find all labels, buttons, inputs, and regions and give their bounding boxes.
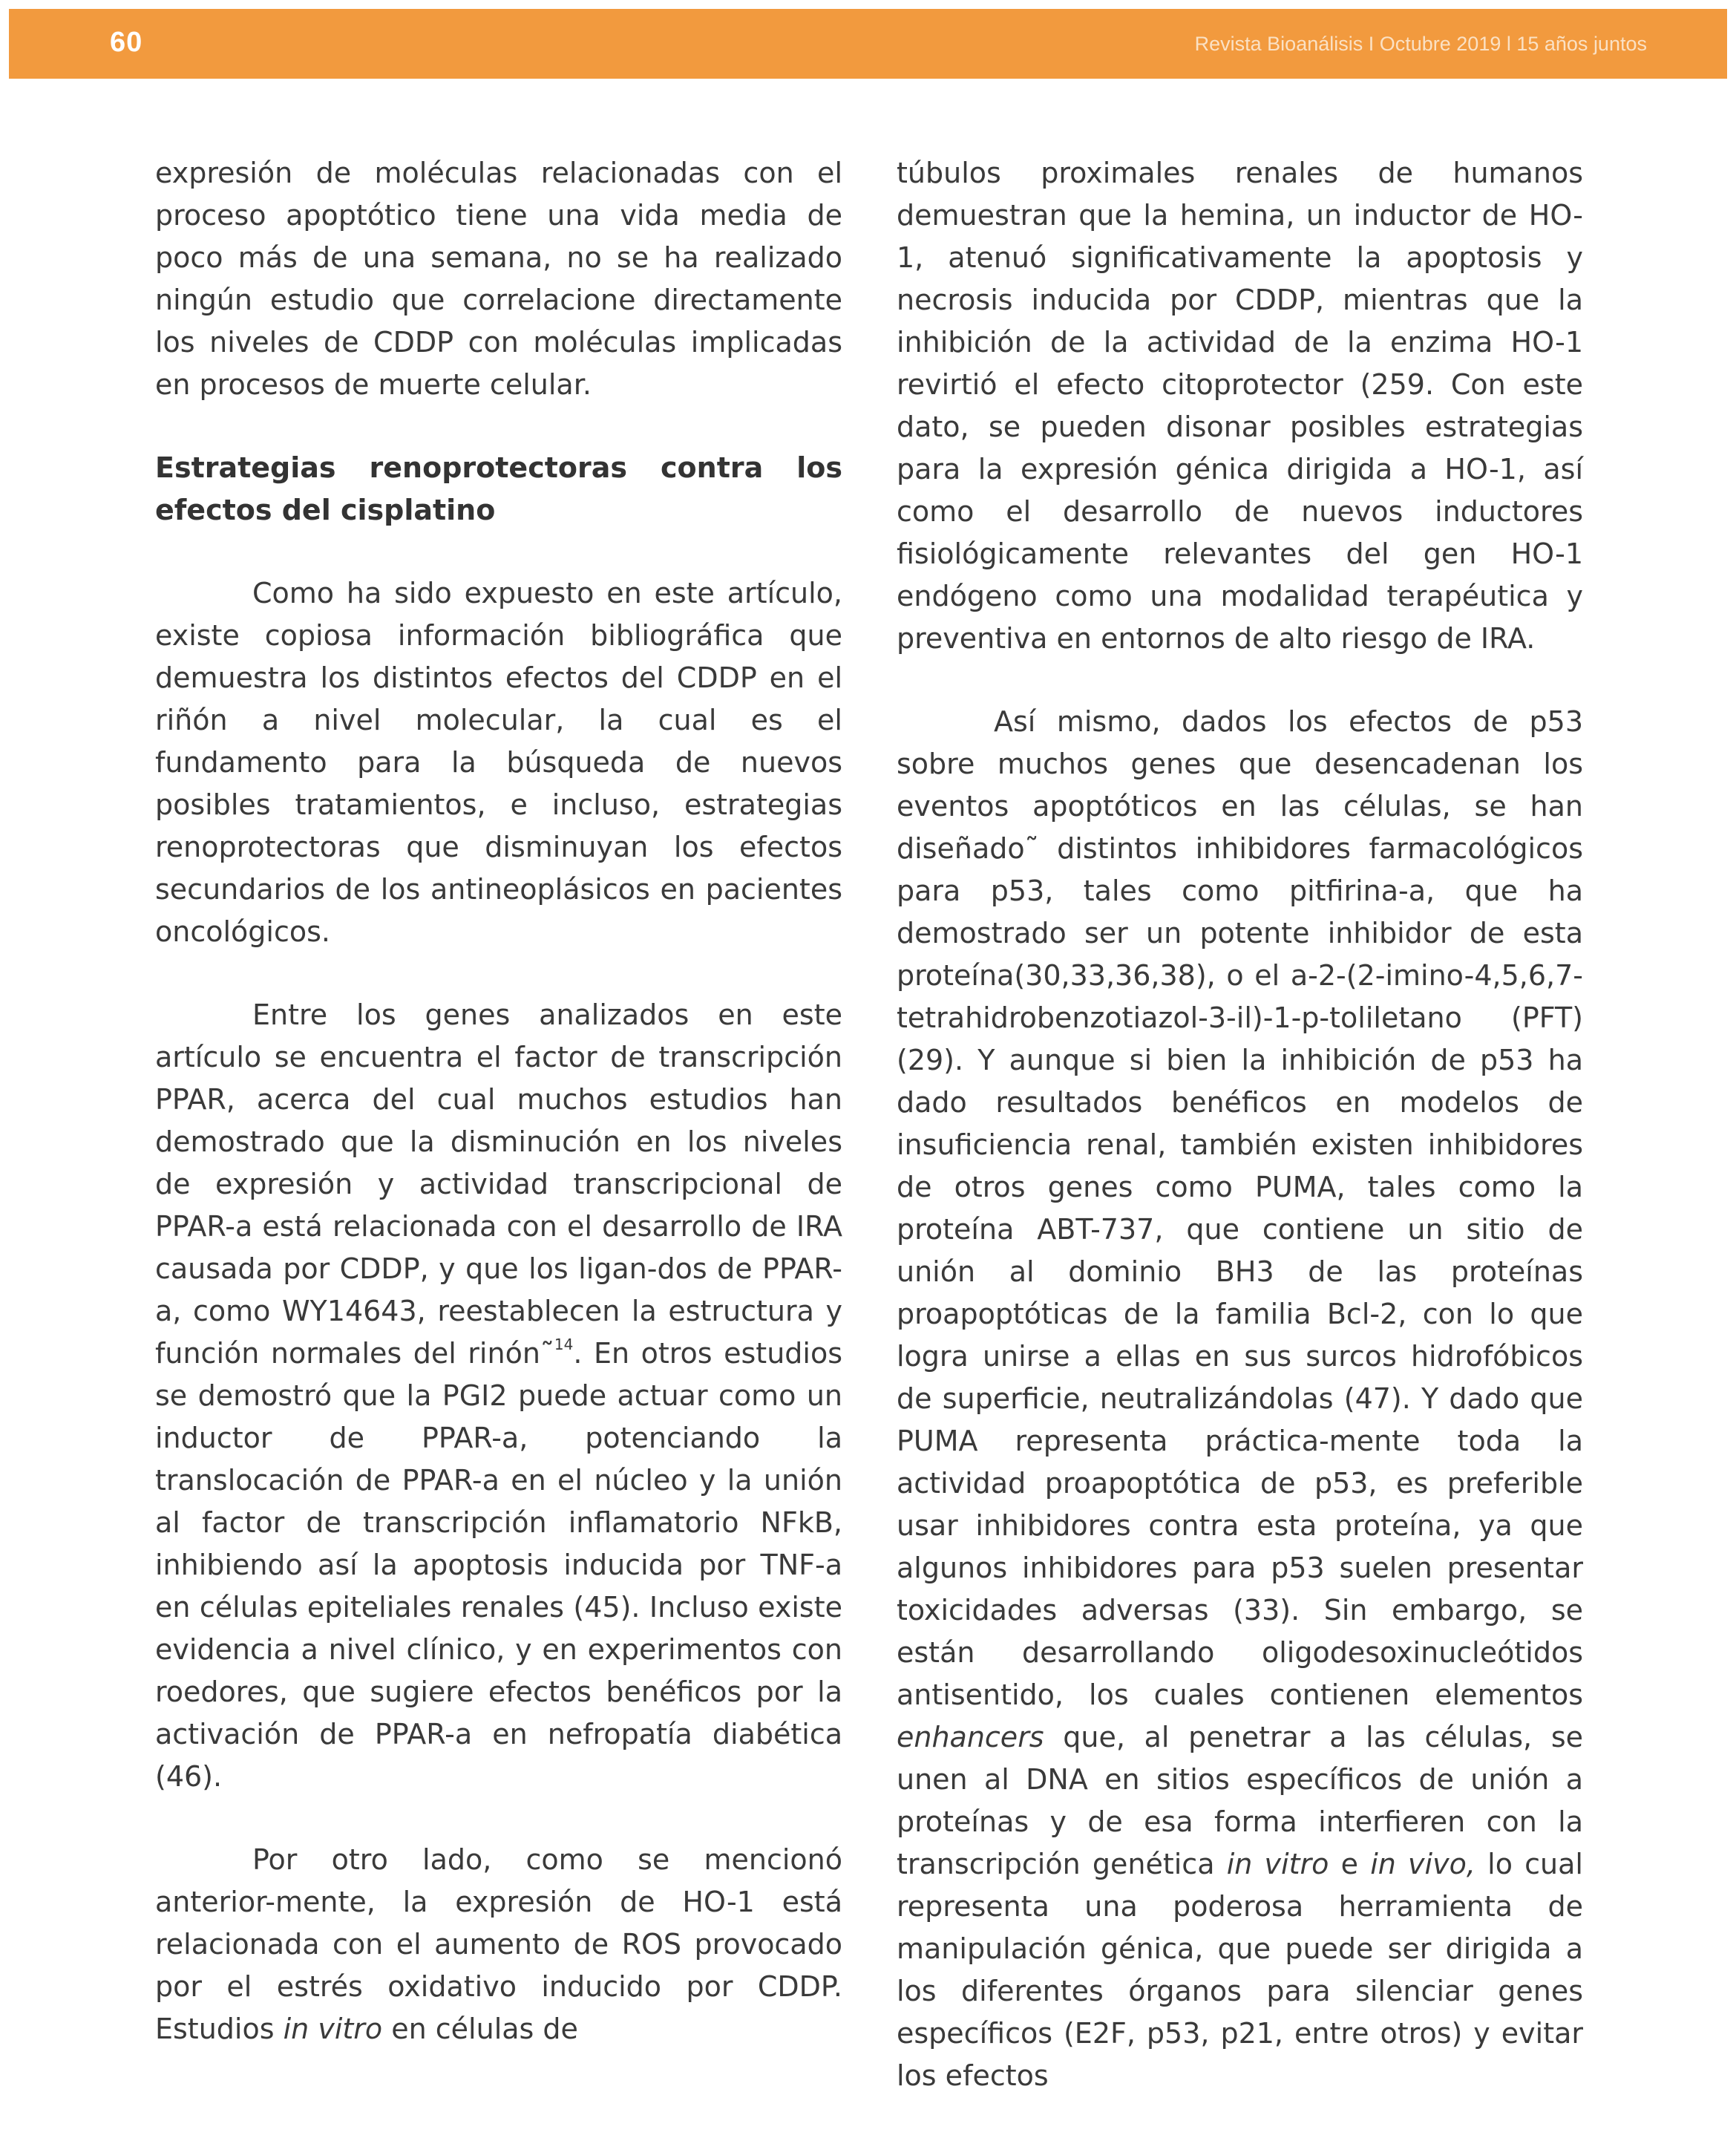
paragraph-text: e	[1329, 1848, 1371, 1880]
italic-term: in vitro	[1226, 1848, 1329, 1880]
page-header	[9, 9, 1727, 79]
paragraph: expresión de moléculas relacionadas con el proceso apoptótico tiene una vida media de poco más de una semana, no se ha realizado ningún estudio que correlacione directamente los niveles de CDDP con moléculas implicadas en procesos de muerte celular.	[155, 157, 842, 401]
journal-running-head: Revista Bioanálisis I Octubre 2019 l 15 años juntos	[1194, 33, 1647, 55]
paragraph-text: Por otro lado, como se mencionó anterior-mente, la expresión de HO-1 está relacionada con el aumento de ROS provocado por el estrés oxidativo inducido por CDDP. Estudios	[155, 1843, 842, 2045]
paragraph-text: Así mismo, dados los efectos de p53 sobre muchos genes que desencadenan los eventos apoptóticos en las células, se han diseñado˜ distintos inhibidores farmacológicos para p53, tales como pitfirina-a, que ha demostrado ser un potente inhibidor de esta proteína(30,33,36,38), o el a-2-(2-imino-4,5,6,7-tetrahidrobenzotiazol-3-il)-1-p-toliletano (PFT)(29). Y aunque si bien la inhibición de p53 ha dado resultados benéficos en modelos de insuficiencia renal, también existen inhibidores de otros genes como PUMA, tales como la proteína ABT-737, que contiene un sitio de unión al dominio BH3 de las proteínas proapoptóticas de la familia Bcl-2, con lo que logra unirse a ellas en sus surcos hidrofóbicos de superficie, neutralizándolas (47). Y dado que PUMA representa práctica-mente toda la actividad proapoptótica de p53, es preferible usar inhibidores contra esta proteína, ya que algunos inhibidores para p53 suelen presentar toxicidades adversas (33). Sin embargo, se están desarrollando oligodesoxinucleótidos antisentido, los cuales contienen elementos	[897, 705, 1583, 1711]
paragraph	[155, 994, 842, 1798]
reference-superscript: 14	[554, 1336, 574, 1353]
paragraph	[155, 1839, 842, 2050]
page-number: 60	[110, 27, 143, 58]
paragraph: túbulos proximales renales de humanos demuestran que la hemina, un inductor de HO-1, atenuó significativamente la apoptosis y necrosis inducida por CDDP, mientras que la inhibición de la actividad de la enzima HO-1 revirtió el efecto citoprotector (259. Con este dato, se pueden disonar posibles estrategias para la expresión génica dirigida a HO-1, así como el desarrollo de nuevos inductores fisiológicamente relevantes del gen HO-1 endógeno como una modalidad terapéutica y preventiva en entornos de alto riesgo de IRA.	[897, 157, 1583, 655]
italic-term: enhancers	[897, 1721, 1044, 1753]
paragraph-text: que, al penetrar a las células, se unen al DNA en sitios específicos de unión a proteínas y de esa forma interfieren con la transcripción genética	[897, 1721, 1583, 1880]
paragraph-text: Entre los genes analizados en este artículo se encuentra el factor de transcripción PPAR, acerca del cual muchos estudios han demostrado que la disminución en los niveles de expresión y actividad transcripcional de PPAR-a está relacionada con el desarrollo de IRA causada por CDDP, y que los ligan-dos de PPAR-a, como WY14643, reestablecen la estructura y función normales del rinón˜	[155, 998, 842, 1370]
paragraph: Como ha sido expuesto en este artículo, existe copiosa información bibliográfica que demuestra los distintos efectos del CDDP en el riñón a nivel molecular, la cual es el fundamento para la búsqueda de nuevos posibles tratamientos, e incluso, estrategias renoprotectoras que disminuyan los efectos secundarios de los antineoplásicos en pacientes oncológicos.	[155, 577, 842, 948]
paragraph-text: . En otros estudios se demostró que la PGI2 puede actuar como un inductor de PPAR-a, potenciando la translocación de PPAR-a en el núcleo y la unión al factor de transcripción inflamatorio NFkB, inhibiendo así la apoptosis inducida por TNF-a en células epiteliales renales (45). Incluso existe evidencia a nivel clínico, y en experimentos con roedores, que sugiere efectos benéficos por la activación de PPAR-a en nefropatía diabética (46).	[155, 1337, 842, 1793]
italic-term: in vitro	[283, 2013, 383, 2045]
paragraph-text: en células de	[382, 2013, 578, 2045]
right-column	[897, 152, 1583, 2138]
left-column	[155, 152, 842, 2091]
paragraph-text: lo cual representa una poderosa herramienta de manipulación génica, que puede ser dirigida a los diferentes órganos para silenciar genes específicos (E2F, p53, p21, entre otros) y evitar los efectos	[897, 1848, 1583, 2092]
section-heading: Estrategias renoprotectoras contra los efectos del cisplatino	[155, 451, 842, 526]
italic-term: in vivo,	[1370, 1848, 1475, 1880]
paragraph	[897, 701, 1583, 2097]
